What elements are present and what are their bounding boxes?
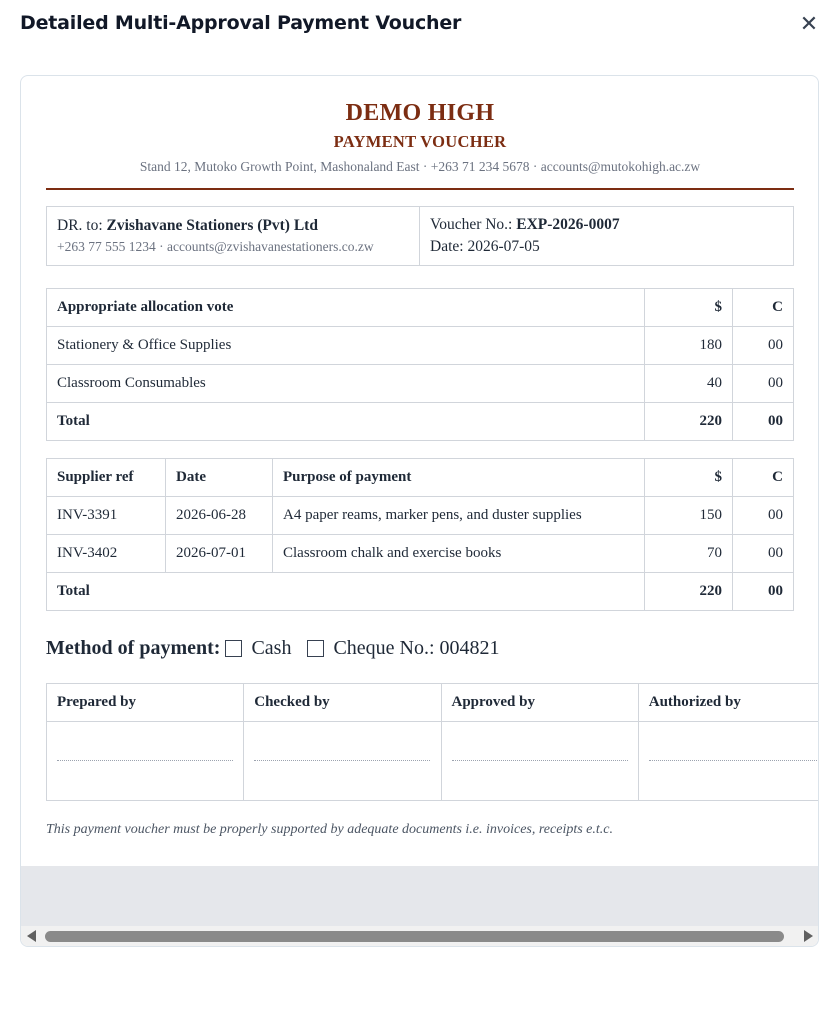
- payment-purpose: A4 paper reams, marker pens, and duster supplies: [273, 497, 645, 535]
- date-label: Date:: [430, 238, 464, 255]
- cash-checkbox[interactable]: [225, 640, 242, 657]
- total-cents: 00: [733, 573, 794, 611]
- voucher-number: EXP-2026-0007: [516, 216, 620, 233]
- payment-purpose: Classroom chalk and exercise books: [273, 535, 645, 573]
- school-contact: Stand 12, Mutoko Growth Point, Mashonaland East · +263 71 234 5678 · accounts@mutokohigh.ac.zw: [139, 159, 701, 174]
- table-row: [47, 497, 794, 535]
- voucher-preview-frame[interactable]: [20, 75, 819, 947]
- amount-cents: 00: [733, 497, 794, 535]
- scrollbar-thumb[interactable]: [45, 931, 784, 942]
- horizontal-scrollbar[interactable]: [21, 926, 818, 946]
- vote-name: Classroom Consumables: [47, 365, 645, 403]
- amount-cents: 00: [733, 365, 794, 403]
- payee-cell: [47, 207, 420, 266]
- payment-method: [46, 634, 500, 662]
- voucher-no-label: Voucher No.:: [430, 216, 513, 233]
- approved-by-signature: [441, 722, 638, 801]
- prepared-by-label: Prepared by: [47, 684, 244, 722]
- total-dollars: 220: [645, 573, 733, 611]
- method-label: Method of payment:: [46, 637, 221, 659]
- header-cents: C: [733, 459, 794, 497]
- payee-contact: +263 77 555 1234 · accounts@zvishavanestationers.co.zw: [57, 239, 374, 254]
- total-label: Total: [47, 573, 645, 611]
- cheque-checkbox[interactable]: [307, 640, 324, 657]
- scroll-left-icon[interactable]: [27, 930, 36, 942]
- payment-voucher: [21, 76, 819, 866]
- total-label: Total: [47, 403, 645, 441]
- dr-label: DR. to:: [57, 217, 103, 234]
- header-dollars: $: [645, 459, 733, 497]
- voucher-date: 2026-07-05: [467, 238, 540, 255]
- table-row: [47, 535, 794, 573]
- close-icon[interactable]: ✕: [799, 12, 819, 37]
- cheque-label: Cheque No.: 004821: [333, 637, 500, 659]
- header-vote: Appropriate allocation vote: [47, 289, 645, 327]
- checked-by-label: Checked by: [244, 684, 441, 722]
- authorized-by-signature: [638, 722, 819, 801]
- total-row: [47, 573, 794, 611]
- amount-cents: 00: [733, 535, 794, 573]
- scroll-right-icon[interactable]: [804, 930, 813, 942]
- signature-line: [57, 760, 233, 761]
- checked-by-signature: [244, 722, 441, 801]
- voucher-title: PAYMENT VOUCHER: [333, 132, 507, 151]
- school-name: DEMO HIGH: [345, 100, 495, 126]
- amount-dollars: 40: [645, 365, 733, 403]
- preview-background: [21, 866, 818, 926]
- voucher-info-cell: [420, 207, 794, 266]
- payee-table: [46, 206, 794, 266]
- voucher-note: This payment voucher must be properly supported by adequate documents i.e. invoices, receipts e.t.c.: [46, 822, 613, 837]
- authorized-by-label: Authorized by: [638, 684, 819, 722]
- header-purpose: Purpose of payment: [273, 459, 645, 497]
- header-date: Date: [166, 459, 273, 497]
- header-cents: C: [733, 289, 794, 327]
- dialog-title: Detailed Multi-Approval Payment Voucher: [20, 12, 462, 34]
- prepared-by-signature: [47, 722, 244, 801]
- payee-name: Zvishavane Stationers (Pvt) Ltd: [106, 217, 318, 234]
- signature-header-row: [47, 684, 820, 722]
- vote-name: Stationery & Office Supplies: [47, 327, 645, 365]
- payment-date: 2026-07-01: [166, 535, 273, 573]
- supplier-ref: INV-3391: [47, 497, 166, 535]
- amount-cents: 00: [733, 327, 794, 365]
- supplier-ref: INV-3402: [47, 535, 166, 573]
- payment-header-row: [47, 459, 794, 497]
- header-dollars: $: [645, 289, 733, 327]
- allocation-header-row: [47, 289, 794, 327]
- table-row: [47, 365, 794, 403]
- amount-dollars: 180: [645, 327, 733, 365]
- payment-date: 2026-06-28: [166, 497, 273, 535]
- header-supplier-ref: Supplier ref: [47, 459, 166, 497]
- allocation-table: [46, 288, 794, 441]
- signatures-table: [46, 683, 819, 801]
- signature-line: [452, 760, 628, 761]
- total-dollars: 220: [645, 403, 733, 441]
- amount-dollars: 70: [645, 535, 733, 573]
- total-row: [47, 403, 794, 441]
- signature-line: [649, 760, 819, 761]
- header-divider: [46, 188, 794, 190]
- signature-line: [254, 760, 430, 761]
- approved-by-label: Approved by: [441, 684, 638, 722]
- signature-row: [47, 722, 820, 801]
- cash-label: Cash: [251, 637, 292, 659]
- payment-details-table: [46, 458, 794, 611]
- total-cents: 00: [733, 403, 794, 441]
- amount-dollars: 150: [645, 497, 733, 535]
- table-row: [47, 327, 794, 365]
